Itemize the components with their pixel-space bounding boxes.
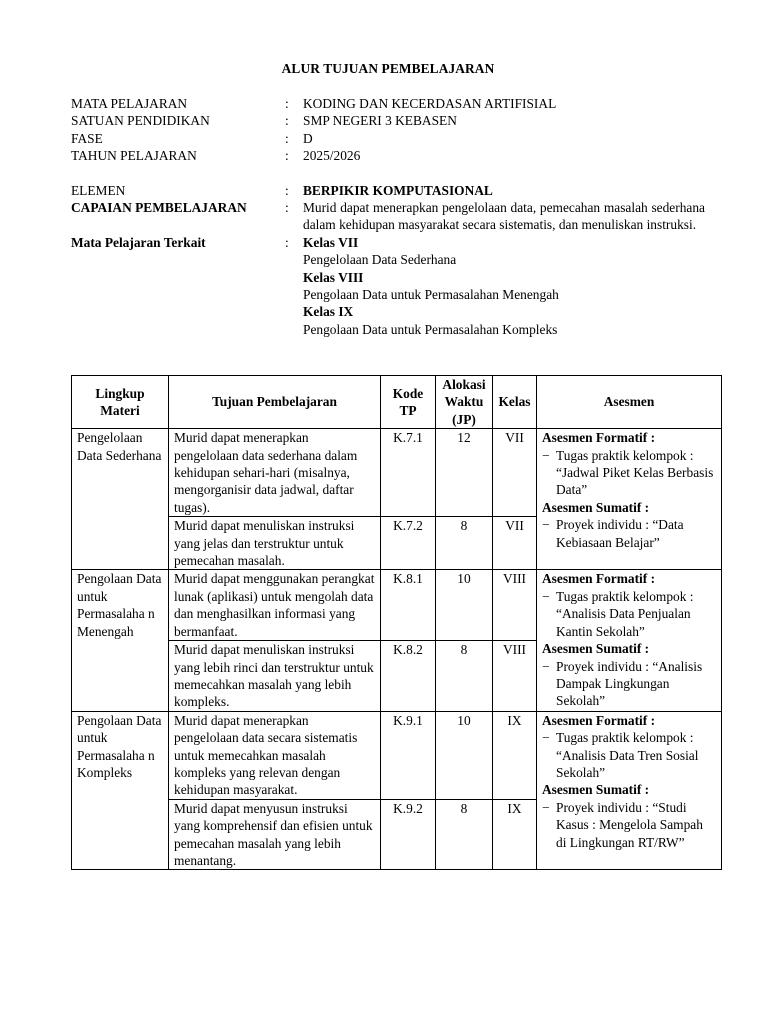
asesmen-formatif-title: Asesmen Formatif : [542,712,656,728]
asesmen-item [542,799,716,851]
header-asesmen: Asesmen [537,376,722,429]
colon: : [285,234,289,250]
kode-cell: K.9.2 [381,799,436,870]
asesmen-sumatif-title: Asesmen Sumatif : [542,499,650,515]
info-row-elemen [71,182,705,199]
asesmen-item [542,588,716,640]
asesmen-sumatif-text: Proyek individu : “Data Kebiasaan Belajar” [556,517,684,550]
mapel-terkait-label: Mata Pelajaran Terkait [71,234,206,250]
kelas-desc: Pengolaan Data untuk Permasalahan Menengah [303,287,559,303]
kelas-heading: Kelas VII [303,234,359,250]
table-row [72,570,722,641]
elemen-value: BERPIKIR KOMPUTASIONAL [303,182,493,198]
table-row [72,429,722,517]
kode-cell: K.9.1 [381,711,436,799]
header-tujuan-pembelajaran: Tujuan Pembelajaran [169,376,381,429]
document-title: ALUR TUJUAN PEMBELAJARAN [281,61,495,76]
asesmen-formatif-text: Tugas praktik kelompok : “Analisis Data Tren Sosial Sekolah” [556,730,699,780]
asesmen-sumatif-text: Proyek individu : “Analisis Dampak Lingkungan Sekolah” [556,658,703,709]
colon: : [285,200,289,216]
lingkup-cell: Pengolaan Data untuk Permasalaha n Menengah [72,570,169,711]
tujuan-cell: Murid dapat menuliskan instruksi yang lebih rinci dan terstruktur untuk memecahkan masalah yang lebih kompleks. [169,641,381,712]
asesmen-item [542,729,716,781]
asesmen-item [542,447,716,499]
info-row-capaian [71,199,705,234]
kelas-cell: VII [493,517,537,570]
header-kode-tp: Kode TP [381,376,436,429]
kelas-heading: Kelas VIII [303,269,364,285]
jp-cell: 8 [436,517,493,570]
info-label: SATUAN PENDIDIKAN [71,113,210,129]
kelas-cell: VII [493,429,537,517]
table-row [72,711,722,799]
kelas-cell: VIII [493,641,537,712]
info-value: SMP NEGERI 3 KEBASEN [303,113,457,129]
asesmen-cell [537,711,722,870]
asesmen-cell [537,429,722,570]
header-alokasi-waktu: Alokasi Waktu (JP) [436,376,493,429]
dash-bullet-icon: − [542,517,550,533]
info-value: KODING DAN KECERDASAN ARTIFISIAL [303,96,557,111]
capaian-value: Murid dapat menerapkan pengelolaan data, pemecahan masalah sederhana dalam kehidupan masyarakat secara sistematis, dan menuliskan instruksi. [303,200,705,233]
kode-cell: K.7.1 [381,429,436,517]
table-header-row [72,376,722,429]
dash-bullet-icon: − [542,658,550,674]
asesmen-sumatif-title: Asesmen Sumatif : [542,641,650,657]
header-lingkup-materi: Lingkup Materi [72,376,169,429]
asesmen-sumatif-text: Proyek individu : “Studi Kasus : Mengelola Sampah di Lingkungan RT/RW” [556,799,703,850]
kelas-cell: IX [493,711,537,799]
tujuan-cell: Murid dapat menggunakan perangkat lunak (aplikasi) untuk mengolah data dan menghasilkan informasi yang bermanfaat. [169,570,381,641]
tujuan-cell: Murid dapat menyusun instruksi yang komprehensif dan efisien untuk pemecahan masalah yang lebih menantang. [169,799,381,870]
kelas-cell: VIII [493,570,537,641]
tujuan-cell: Murid dapat menuliskan instruksi yang jelas dan terstruktur untuk pemecahan masalah. [169,517,381,570]
kode-cell: K.8.2 [381,641,436,712]
asesmen-formatif-title: Asesmen Formatif : [542,430,656,446]
dash-bullet-icon: − [542,588,550,604]
asesmen-sumatif-title: Asesmen Sumatif : [542,782,650,798]
tujuan-cell: Murid dapat menerapkan pengelolaan data secara sistematis untuk memecahkan masalah kompleks yang relevan dengan kehidupan masyarakat. [169,711,381,799]
info-value: 2025/2026 [303,148,361,164]
colon: : [285,113,289,129]
colon: : [285,96,289,111]
asesmen-cell [537,570,722,711]
info-label: TAHUN PELAJARAN [71,148,197,164]
info-label: MATA PELAJARAN [71,96,188,111]
lingkup-cell: Pengolaan Data untuk Permasalaha n Kompleks [72,711,169,870]
kelas-cell: IX [493,799,537,870]
colon: : [285,130,289,146]
asesmen-formatif-text: Tugas praktik kelompok : “Analisis Data Penjualan Kantin Sekolah” [556,588,694,639]
tujuan-cell: Murid dapat menerapkan pengelolaan data sederhana dalam kehidupan sehari-hari (misalnya, mengorganisir data jadwal, daftar tugas). [169,429,381,517]
info-block [71,95,705,338]
kelas-heading: Kelas IX [303,304,354,320]
info-row-mata-pelajaran [71,95,705,112]
kode-cell: K.7.2 [381,517,436,570]
lingkup-cell: Pengelolaan Data Sederhana [72,429,169,570]
asesmen-item [542,516,716,551]
kelas-desc: Pengelolaan Data Sederhana [303,252,457,268]
info-label: FASE [71,130,103,146]
atp-table [71,375,722,870]
jp-cell: 10 [436,570,493,641]
info-row-mapel-terkait [71,234,705,338]
jp-cell: 10 [436,711,493,799]
jp-cell: 8 [436,641,493,712]
jp-cell: 12 [436,429,493,517]
capaian-label: CAPAIAN PEMBELAJARAN [71,200,247,216]
info-value: D [303,130,313,146]
info-row-fase [71,130,705,147]
dash-bullet-icon: − [542,730,550,746]
kode-cell: K.8.1 [381,570,436,641]
jp-cell: 8 [436,799,493,870]
colon: : [285,182,289,198]
info-row-tahun-pelajaran [71,147,705,164]
kelas-desc: Pengolaan Data untuk Permasalahan Kompleks [303,321,558,337]
info-row-satuan-pendidikan [71,112,705,129]
colon: : [285,148,289,164]
dash-bullet-icon: − [542,447,550,463]
mapel-terkait-list [303,234,705,338]
header-kelas: Kelas [493,376,537,429]
asesmen-formatif-text: Tugas praktik kelompok : “Jadwal Piket Kelas Berbasis Data” [556,447,714,498]
dash-bullet-icon: − [542,799,550,815]
elemen-label: ELEMEN [71,182,126,198]
asesmen-item [542,658,716,710]
asesmen-formatif-title: Asesmen Formatif : [542,571,656,587]
